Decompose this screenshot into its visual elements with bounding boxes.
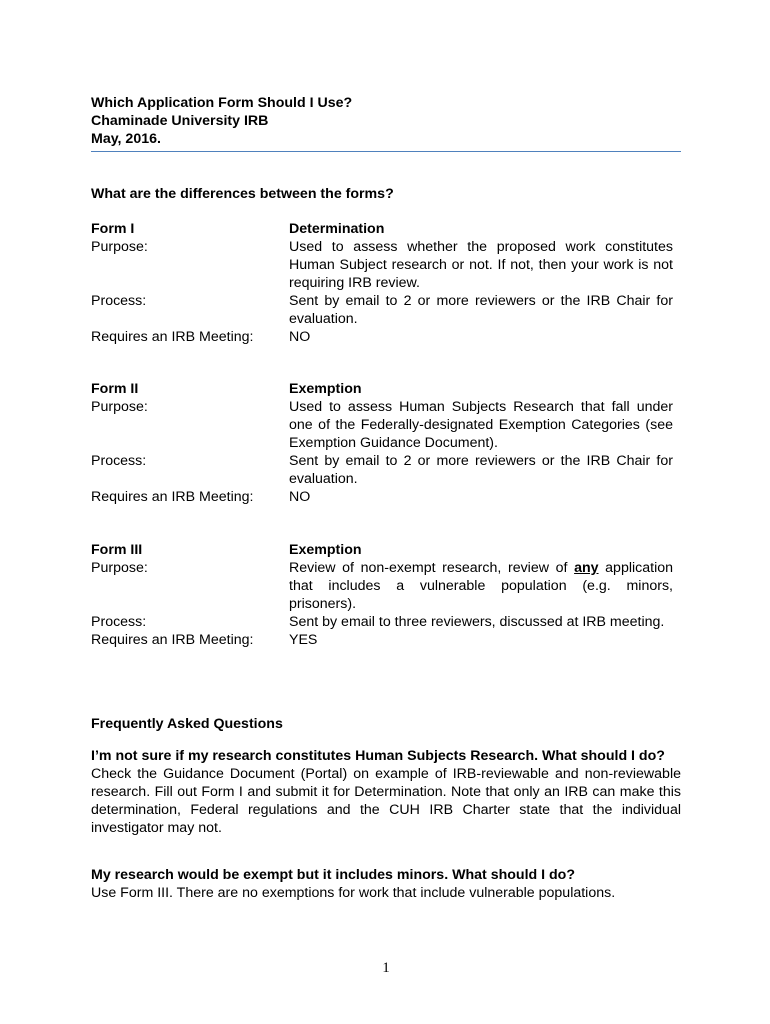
process-label: Process: xyxy=(91,614,147,630)
meeting-value: NO xyxy=(289,489,311,505)
purpose-text xyxy=(289,559,673,613)
purpose-text-end: application that includes a vulnerable population (e.g. minors, prisoners). xyxy=(289,560,674,612)
header-organization: Chaminade University IRB xyxy=(91,113,269,129)
faq-answer: Check the Guidance Document (Portal) on example of IRB-reviewable and non-reviewable research. Fill out Form I and submit it for Determination. Note that only an IRB can make this determination, Federal regulations and the CUH IRB Charter state that the individual investigator may not. xyxy=(91,766,681,836)
purpose-label: Purpose: xyxy=(91,560,148,576)
purpose-label: Purpose: xyxy=(91,239,148,255)
section-question: What are the differences between the forms? xyxy=(91,186,394,202)
form-title: Form I xyxy=(91,221,135,237)
form-block-1 xyxy=(91,220,674,346)
purpose-label: Purpose: xyxy=(91,399,148,415)
meeting-label: Requires an IRB Meeting: xyxy=(91,329,254,345)
form-title: Form II xyxy=(91,381,139,397)
document-header xyxy=(91,94,674,148)
header-divider xyxy=(91,151,681,152)
faq-question: My research would be exempt but it includes minors. What should I do? xyxy=(91,867,576,883)
header-date: May, 2016. xyxy=(91,131,161,147)
faq-answer: Use Form III. There are no exemptions for work that include vulnerable populations. xyxy=(91,885,616,901)
faq-question: I’m not sure if my research constitutes Human Subjects Research. What should I do? xyxy=(91,748,665,764)
purpose-text: Used to assess Human Subjects Research that fall under one of the Federally-designated Exemption Categories (see Exemption Guidance Document). xyxy=(289,399,673,451)
faq-item xyxy=(91,747,681,837)
meeting-label: Requires an IRB Meeting: xyxy=(91,632,254,648)
form-type: Exemption xyxy=(289,381,362,397)
purpose-emphasis: any xyxy=(574,560,599,576)
form-type: Determination xyxy=(289,221,385,237)
process-text: Sent by email to 2 or more reviewers or the IRB Chair for evaluation. xyxy=(289,453,673,487)
meeting-label: Requires an IRB Meeting: xyxy=(91,489,254,505)
form-block-3 xyxy=(91,541,674,649)
form-title: Form III xyxy=(91,542,143,558)
page-number: 1 xyxy=(382,960,390,976)
meeting-value: NO xyxy=(289,329,311,345)
process-text: Sent by email to 2 or more reviewers or the IRB Chair for evaluation. xyxy=(289,293,673,327)
form-block-2 xyxy=(91,380,674,506)
faq-item xyxy=(91,866,681,902)
purpose-text: Used to assess whether the proposed work constitutes Human Subject research or not. If not, then your work is not requiring IRB review. xyxy=(289,239,673,291)
faq-title: Frequently Asked Questions xyxy=(91,716,283,732)
form-type: Exemption xyxy=(289,542,362,558)
process-text: Sent by email to three reviewers, discussed at IRB meeting. xyxy=(289,614,665,630)
process-label: Process: xyxy=(91,453,147,469)
header-title: Which Application Form Should I Use? xyxy=(91,95,353,111)
meeting-value: YES xyxy=(289,632,318,648)
purpose-text-start: Review of non-exempt research, review of xyxy=(289,560,575,576)
process-label: Process: xyxy=(91,293,147,309)
